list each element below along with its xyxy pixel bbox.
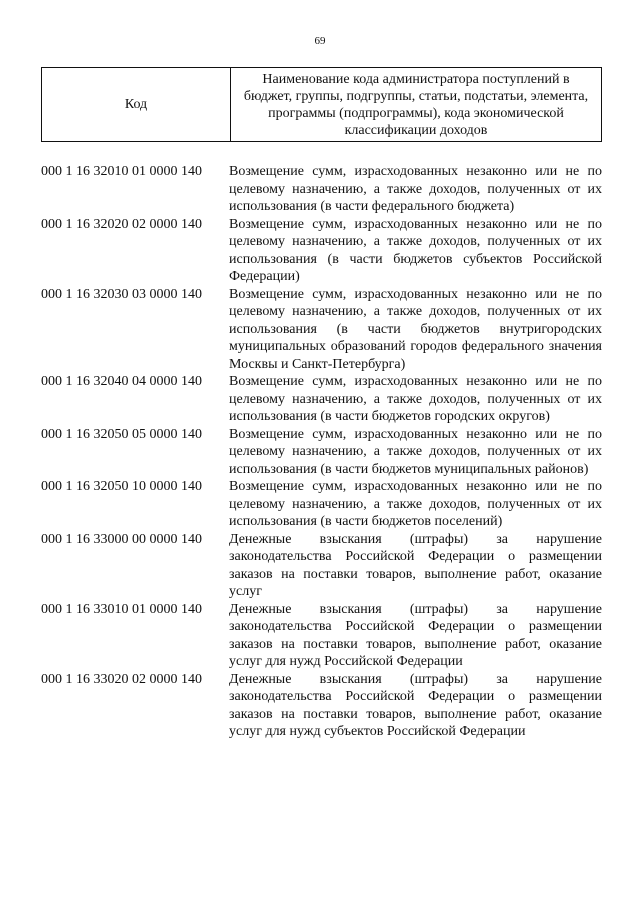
row-description: Возмещение сумм, израсходованных незаконно или не по целевому назначению, а также доходов, полученных от их использования (в части бюджетов муниципальных районов) <box>229 426 602 477</box>
header-name-cell: Наименование кода администратора поступлений в бюджет, группы, подгруппы, статьи, подстатьи, элемента, программы (подпрограммы), кода экономической классификации доходов <box>243 71 589 138</box>
row-code: 000 1 16 32020 02 0000 140 <box>41 216 202 232</box>
table-row <box>41 426 602 479</box>
table-row <box>41 216 602 286</box>
row-description: Возмещение сумм, израсходованных незаконно или не по целевому назначению, а также доходов, полученных от их использования (в части бюджетов внутригородских муниципальных образований городов федерального значения Москвы и Санкт-Петербурга) <box>229 286 602 372</box>
row-description: Возмещение сумм, израсходованных незаконно или не по целевому назначению, а также доходов, полученных от их использования (в части бюджетов поселений) <box>229 479 602 529</box>
header-code-cell: Код <box>42 68 231 141</box>
table-row <box>41 671 602 741</box>
entries-list <box>41 163 602 741</box>
table-header <box>41 67 602 142</box>
table-row <box>41 373 602 426</box>
row-code: 000 1 16 32050 10 0000 140 <box>41 479 202 494</box>
table-row <box>41 531 602 601</box>
row-code: 000 1 16 33020 02 0000 140 <box>41 671 202 687</box>
row-code: 000 1 16 32010 01 0000 140 <box>41 164 202 179</box>
table-row <box>41 478 602 531</box>
table-row <box>41 163 602 216</box>
row-description: Возмещение сумм, израсходованных незаконно или не по целевому назначению, а также доходов, полученных от их использования (в части федерального бюджета) <box>229 164 602 214</box>
row-code: 000 1 16 32050 05 0000 140 <box>41 426 202 442</box>
row-code: 000 1 16 32030 03 0000 140 <box>41 286 202 302</box>
row-description: Денежные взыскания (штрафы) за нарушение законодательства Российской Федерации о размещении заказов на поставки товаров, выполнение работ, оказание услуг <box>229 531 602 599</box>
page-number: 69 <box>314 35 326 47</box>
row-description: Возмещение сумм, израсходованных незаконно или не по целевому назначению, а также доходов, полученных от их использования (в части бюджетов городских округов) <box>229 374 602 424</box>
table-row <box>41 286 602 374</box>
row-code: 000 1 16 32040 04 0000 140 <box>41 374 202 389</box>
table-row <box>41 601 602 671</box>
row-code: 000 1 16 33000 00 0000 140 <box>41 531 202 547</box>
row-description: Денежные взыскания (штрафы) за нарушение законодательства Российской Федерации о размещении заказов на поставки товаров, выполнение работ, оказание услуг для нужд Российской Федерации <box>229 601 602 669</box>
row-description: Возмещение сумм, израсходованных незаконно или не по целевому назначению, а также доходов, полученных от их использования (в части бюджетов субъектов Российской Федерации) <box>229 216 602 284</box>
row-code: 000 1 16 33010 01 0000 140 <box>41 601 202 617</box>
row-description: Денежные взыскания (штрафы) за нарушение законодательства Российской Федерации о размещении заказов на поставки товаров, выполнение работ, оказание услуг для нужд субъектов Российской Федерации <box>229 671 602 739</box>
